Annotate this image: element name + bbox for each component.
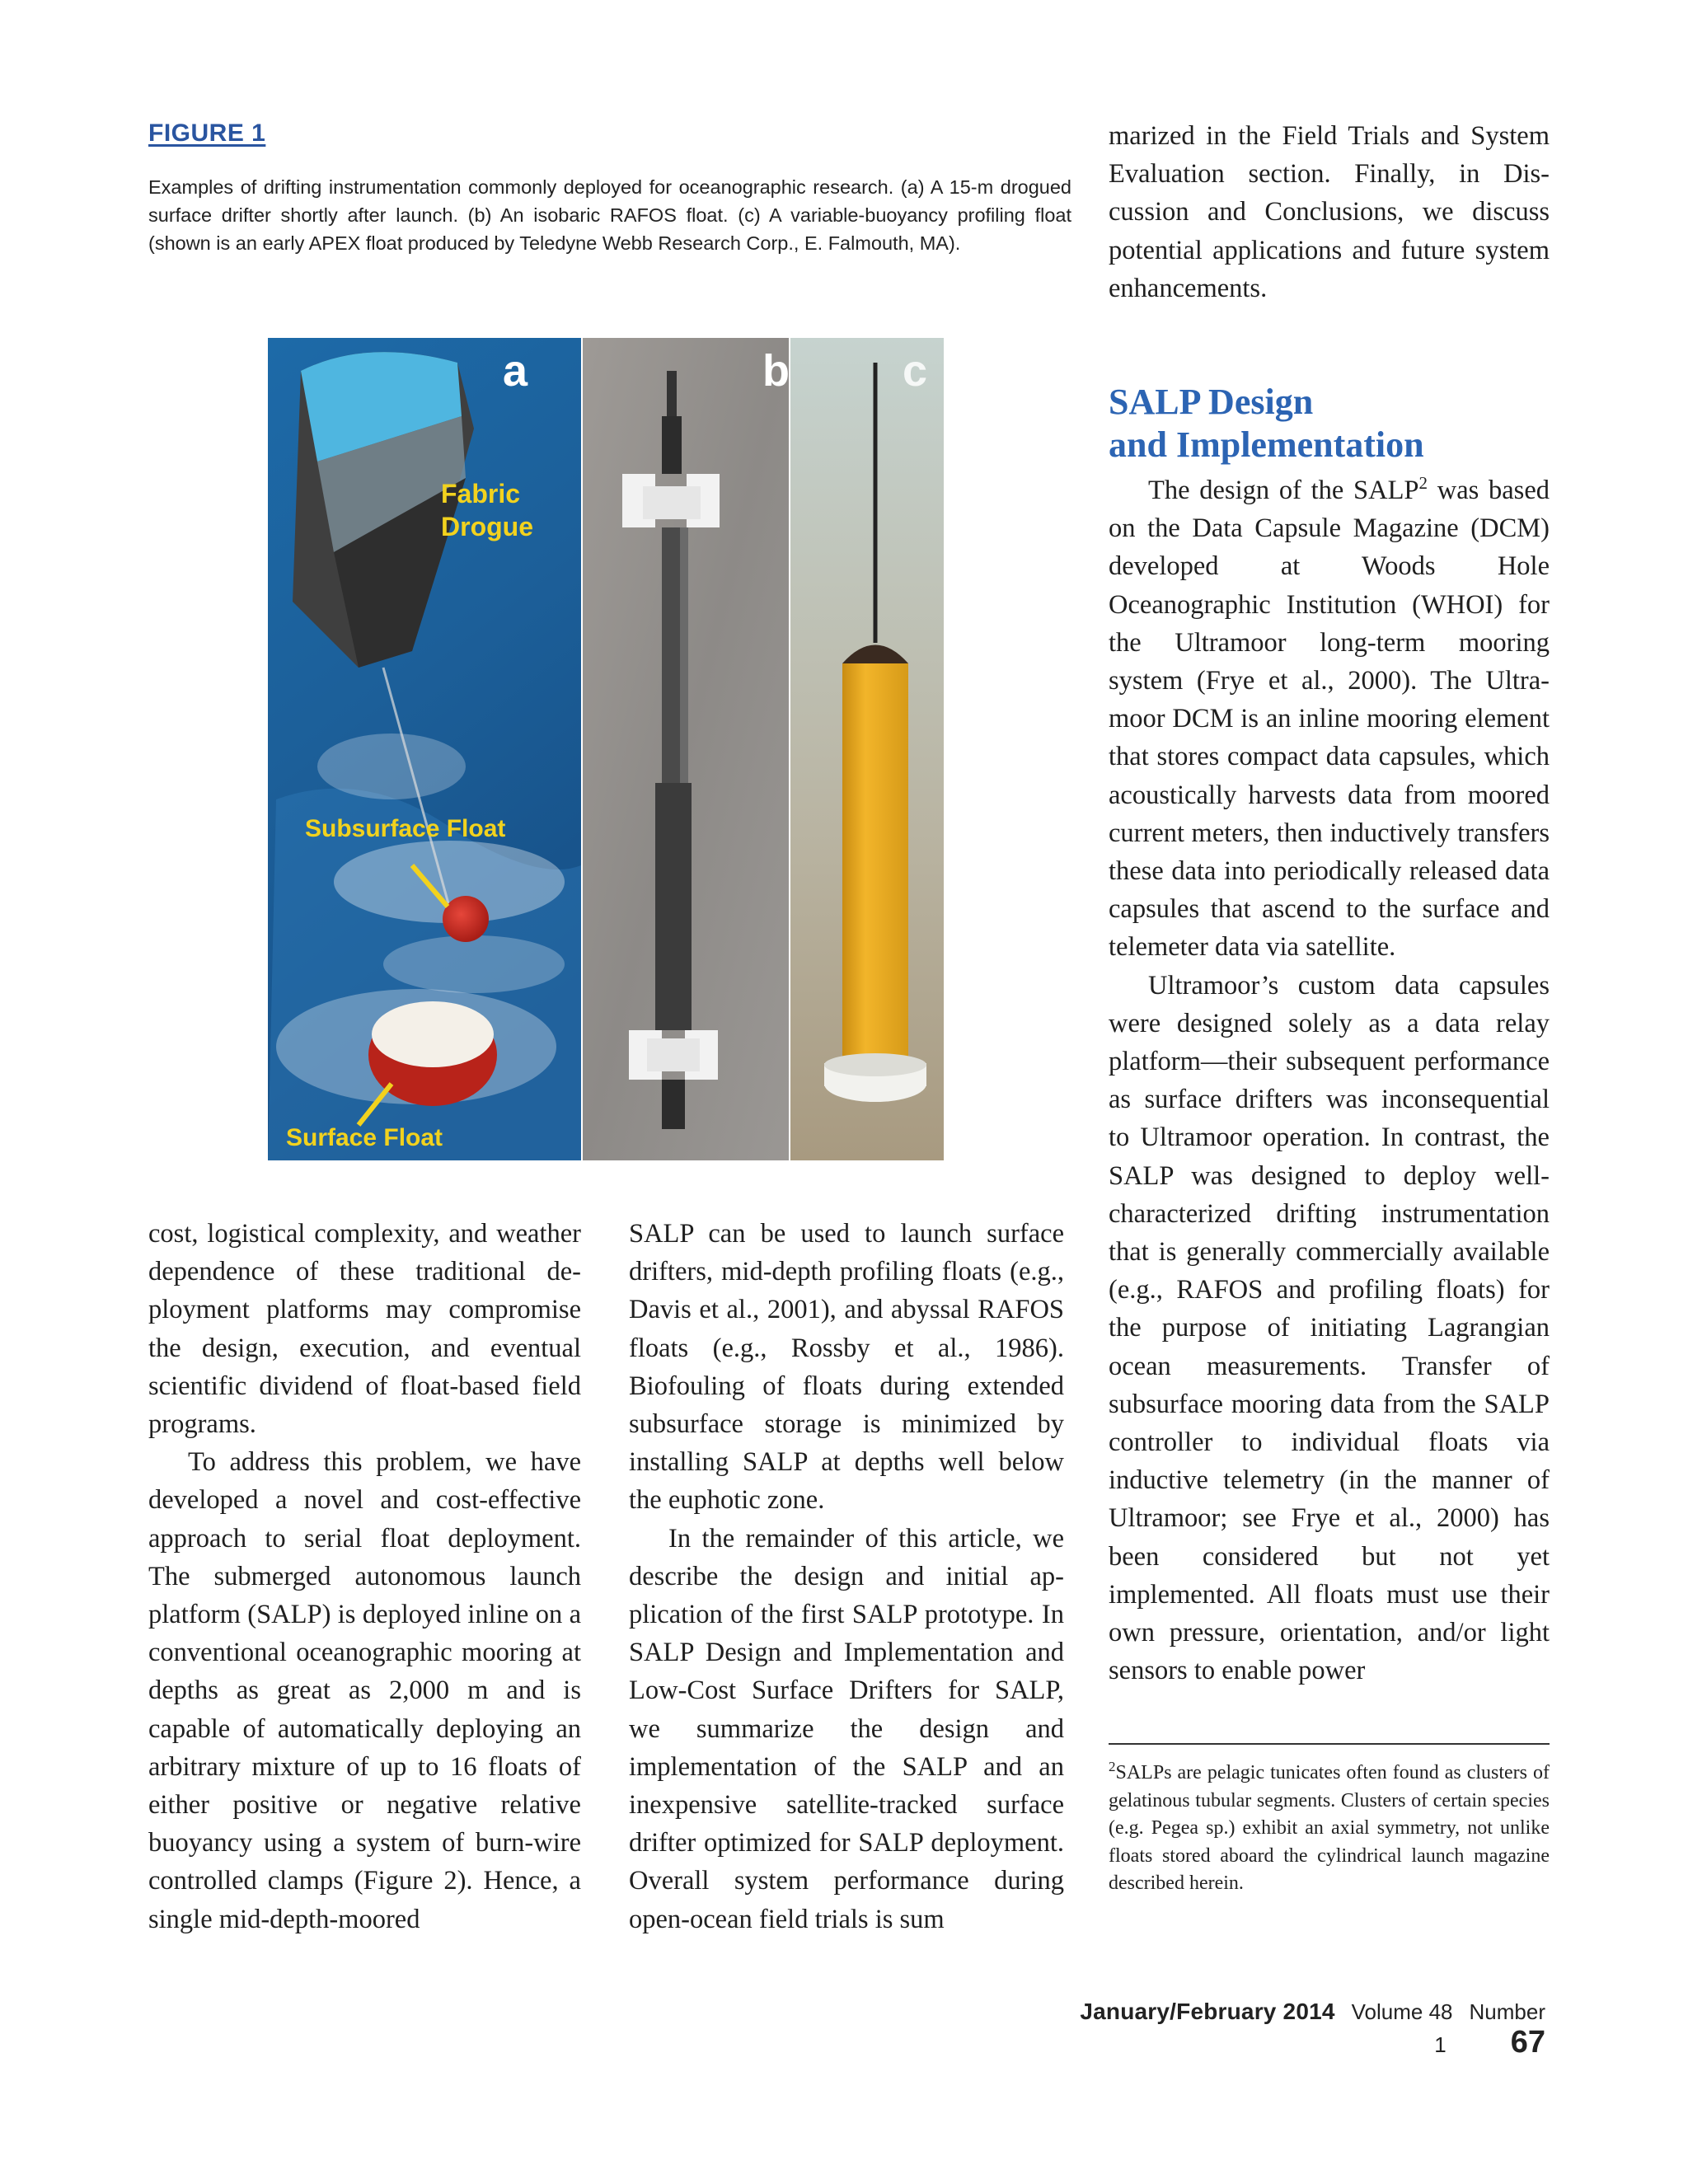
panel-a-letter: a: [503, 346, 528, 396]
section-heading-line-1: SALP Design: [1109, 382, 1314, 422]
footer-issue: January/February 2014: [1080, 1999, 1335, 2024]
column-1: [148, 1215, 581, 1938]
section-heading: [1109, 381, 1570, 466]
fabric-drogue-label-1: Fabric: [441, 479, 521, 509]
subsurface-float-label: Subsurface Float: [305, 815, 506, 842]
section-heading-line-2: and Implementation: [1109, 424, 1424, 465]
figure-caption: Examples of drifting instrumentation commonly deployed for oceanographic research. (a) A 15-m drogued surface drifter shortly after launch. (b) An isobaric RAFOS float. (c) A variable-buoyancy profiling float (shown is an early APEX float produced by Teledyne Webb Research Corp., E. Falmouth, MA).: [148, 176, 1071, 254]
column-3-top: [1109, 117, 1550, 307]
figure-label: FIGURE 1: [148, 120, 266, 147]
panel-c-apex-photo: [790, 338, 944, 1160]
panel-a-drifter-photo: [268, 338, 581, 1160]
panel-b-rafos-photo: [583, 338, 790, 1160]
panel-b-letter: b: [762, 346, 790, 396]
figure-1-photos: [268, 338, 944, 1162]
footer-volume: Volume 48: [1351, 1999, 1453, 2024]
fabric-drogue-label-2: Drogue: [441, 512, 533, 541]
footnote-marker: 2: [1109, 1759, 1116, 1774]
footnote-divider: [1109, 1743, 1550, 1745]
col3-top-paragraph: marized in the Field Trials and System Evaluation section. Finally, in Discussion and Conclusions, we discuss potential applications and future system enhancements.: [1109, 121, 1550, 303]
col3-paragraph-1: [1109, 471, 1550, 967]
col1-paragraph-1: cost, logistical complexity, and weather dependence of these traditional deployment platforms may compromise the design, execution, and eventual scientific dividend of float-based field programs.: [148, 1219, 581, 1440]
footnote-ref: 2: [1418, 473, 1428, 494]
footer-number: Number 1: [1434, 1999, 1545, 2057]
panel-c-letter: c: [903, 346, 928, 396]
col1-paragraph-2: To address this problem, we have developed a novel and cost-effective approach to serial float deployment. The submerged autonomous launch platform (SALP) is deployed inline on a conventional oceanographic mooring at depths as great as 2,000 m and is capable of automatically deploying an arbitrary mixture of up to 16 floats of either positive or negative relative buoyancy using a system of burn-wire controlled clamps (Figure 2). Hence, a single mid-depth-moored: [148, 1447, 581, 1934]
col3-paragraph-2: Ultramoor’s custom data capsules were designed solely as a data relay platform—their subsequent performance as surface drifters was inconsequential to Ultramoor operation. In contrast, the SALP was designed to deploy well-characterized drifting instrumentation that is generally commercially available (e.g., RAFOS and profiling floats) for the purpose of initiating Lagrangian ocean measurements. Transfer of subsurface mooring data from the SALP controller to individual floats via inductive telemetry (in the manner of Ultramoor; see Frye et al., 2000) has been considered but not yet implemented. All floats must use their own pressure, orientation, and/or light sensors to enable power: [1109, 970, 1550, 1686]
subsurface-float-shape: [443, 896, 489, 942]
footnote-text: SALPs are pelagic tunicates often found as clusters of gelatinous tubular segments. Clusters of certain species (e.g. Pegea sp.) exhibit an axial symmetry, not unlike floats stored aboard the cylindrical launch magazine described herein.: [1109, 1762, 1550, 1894]
col2-paragraph-2: In the remainder of this article, we describe the design and initial application of the first SALP prototype. In SALP Design and Implementation and Low-Cost Surface Drifters for SALP, we summarize the design and implementation of the SALP and an inexpensive satellite-tracked surface drifter optimized for SALP deployment. Overall system performance during open-ocean field trials is sum: [629, 1523, 1064, 1934]
page-footer: [968, 1999, 1545, 2060]
column-3-body: [1109, 471, 1550, 1690]
col3-p1-rest: was based on the Data Capsule Magazine (DCM) developed at Woods Hole Oceanographic Institution (WHOI) for the Ultramoor long-term mooring system (Frye et al., 2000). The Ultramoor DCM is an inline mooring element that stores compact data capsules, which acoustically harvests data from moored current meters, then inductively transfers these data into periodically released data capsules that ascend to the surface and telemeter data via satellite.: [1109, 476, 1550, 963]
surface-float-label: Surface Float: [286, 1124, 443, 1151]
col2-paragraph-1: SALP can be used to launch surface drifters, mid-depth profiling floats (e.g., Davis et al., 2001), and abyssal RAFOS floats (e.g., Rossby et al., 1986). Biofouling of floats during extended subsurface storage is minimized by installing SALP at depths well below the euphotic zone.: [629, 1219, 1064, 1516]
column-2: [629, 1215, 1064, 1938]
page-number: 67: [1510, 2025, 1545, 2060]
footnote: [1109, 1760, 1550, 1898]
col3-p1-start: The design of the SALP: [1148, 476, 1419, 505]
